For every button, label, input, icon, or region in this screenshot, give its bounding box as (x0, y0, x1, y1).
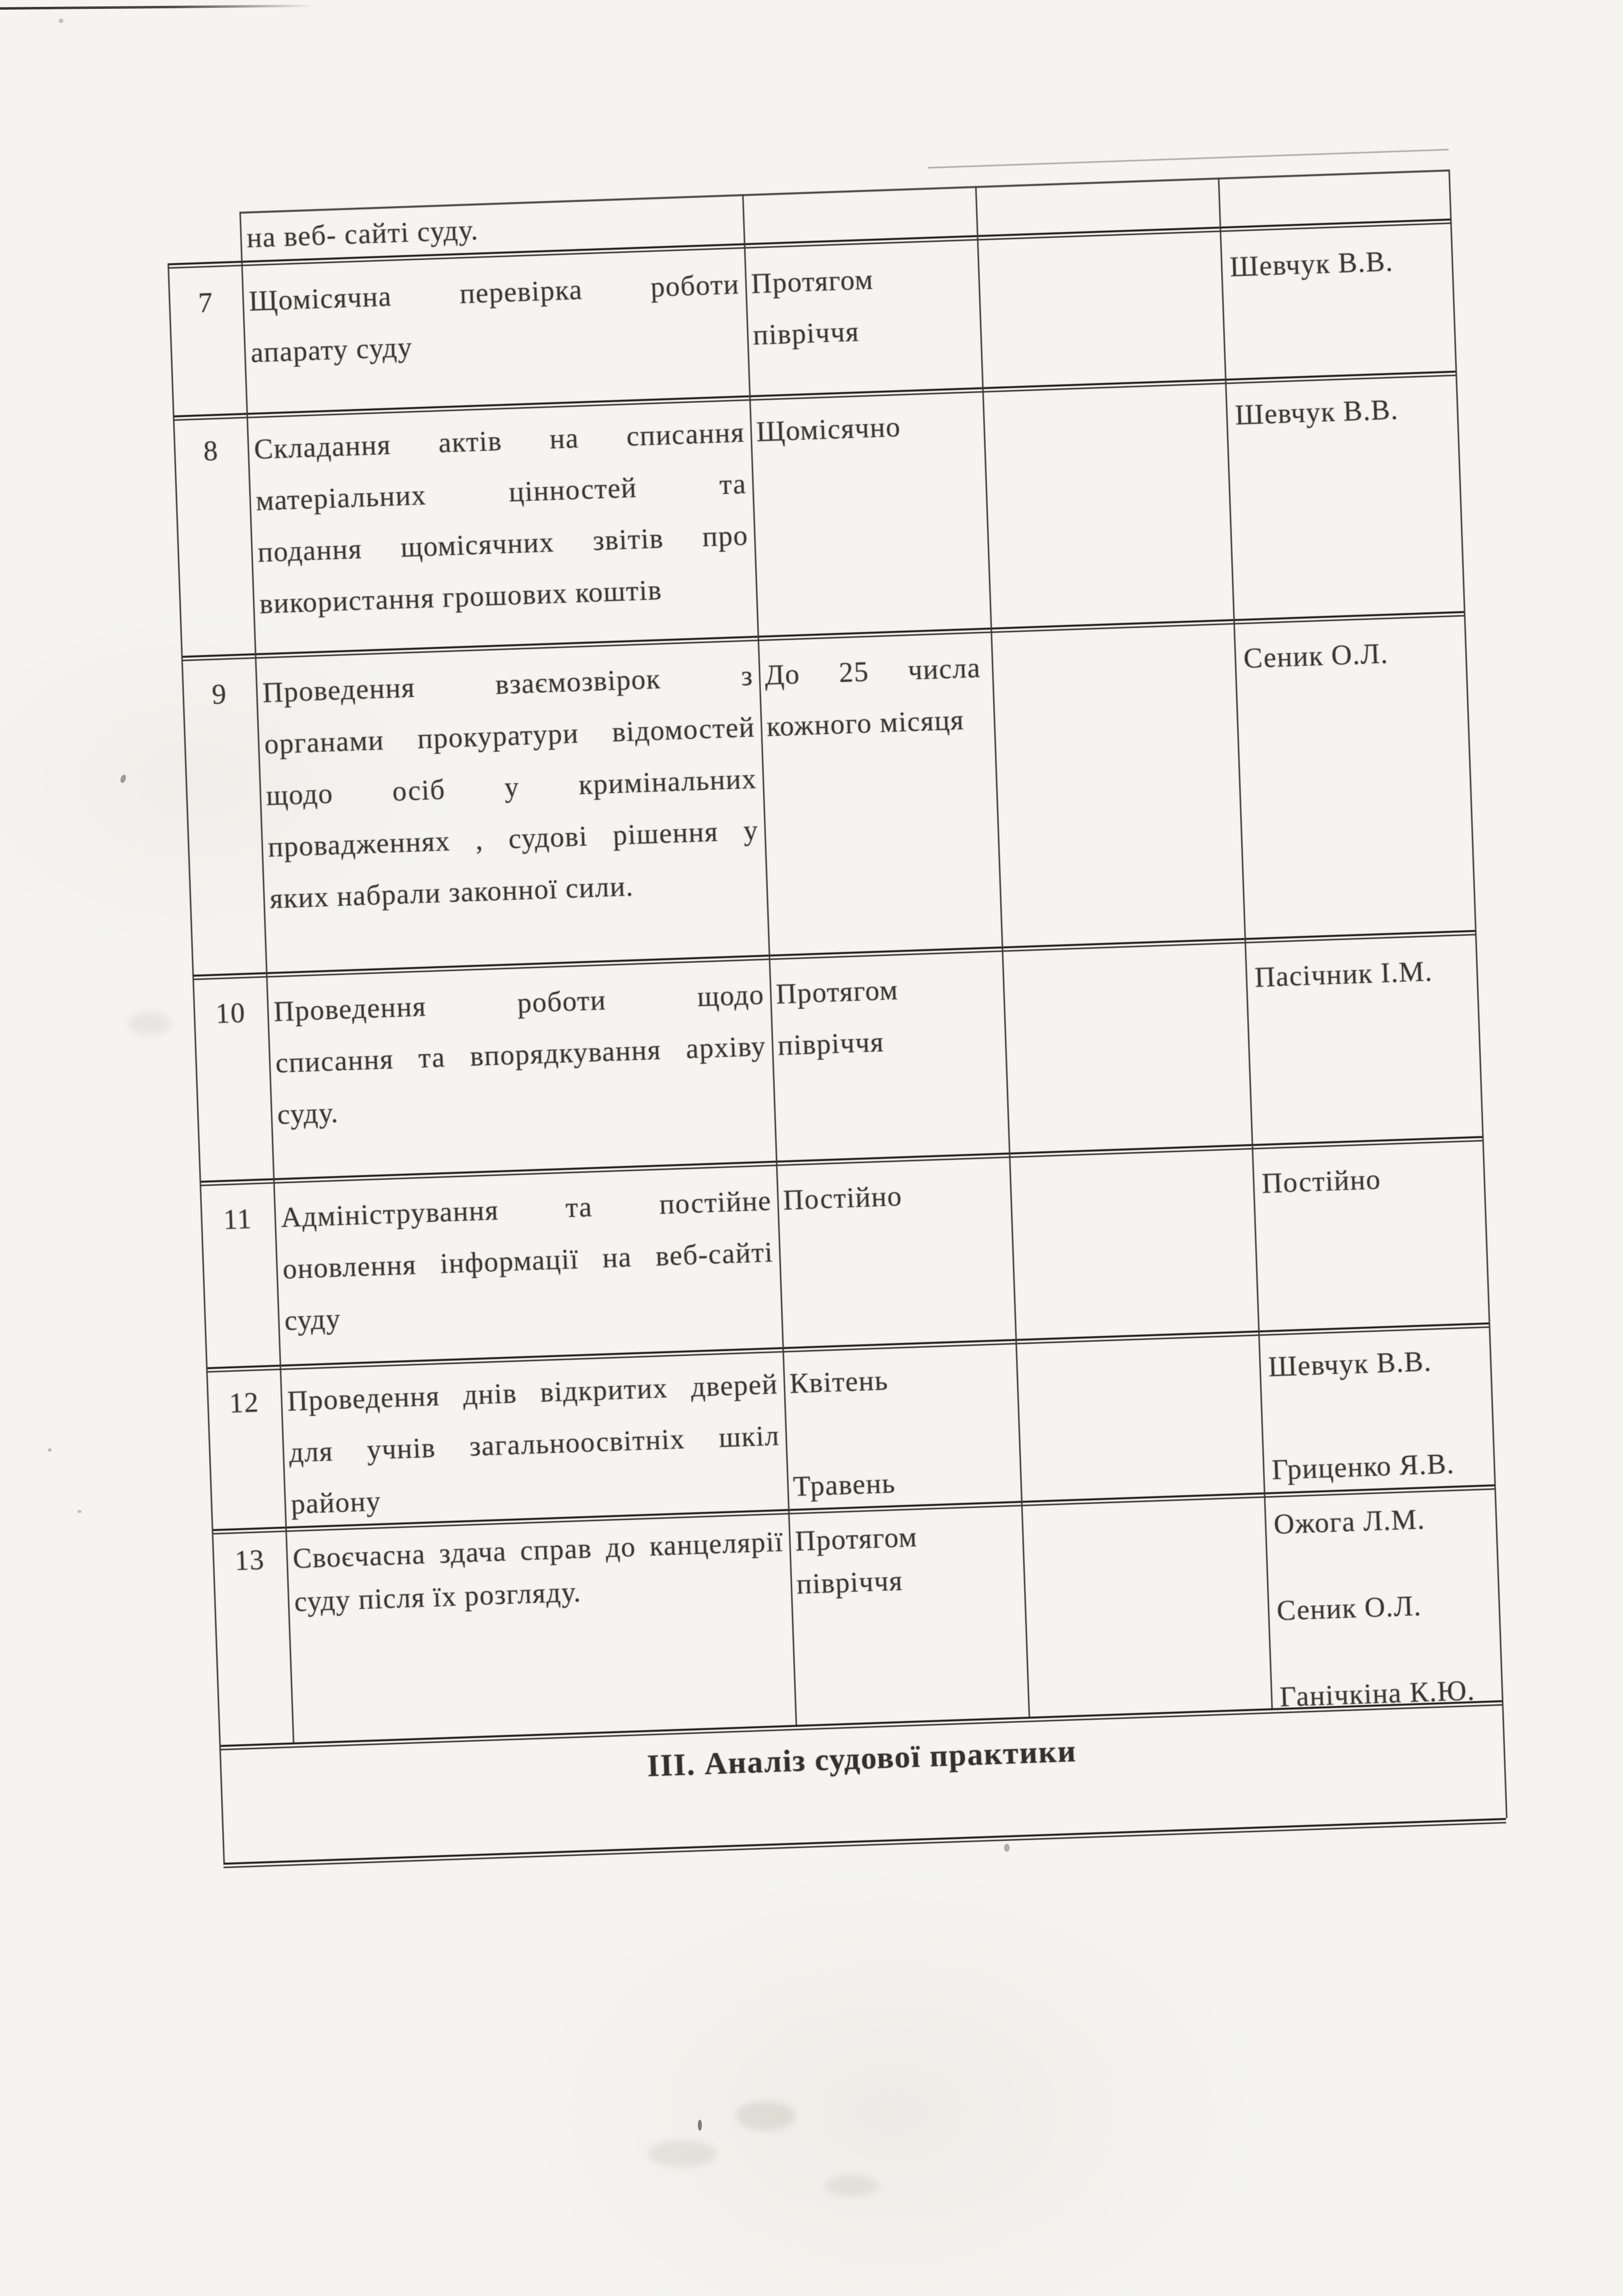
task-cell: Щомісячна перевірка роботи апарату суду (248, 268, 740, 369)
timeframe-cell: Протягом півріччя (775, 973, 899, 1062)
row-number (192, 972, 268, 1040)
row-number-text: 10 (215, 996, 246, 1029)
scan-speck (1004, 1844, 1010, 1852)
row-number-text: 7 (197, 286, 214, 319)
responsible-cell: Постійно (1261, 1163, 1382, 1199)
row-number-text: 9 (211, 677, 228, 710)
row-number (173, 413, 248, 478)
row-number-text: 8 (203, 434, 219, 467)
task-cell: Проведення днів відкритих дверей для учнів загальноосвітніх шкіл району (287, 1368, 780, 1520)
scan-smudge (736, 2101, 795, 2131)
task-cell: Складання актів на списання матеріальних цінностей та подання щомісячних звітів про використання грошових коштів (253, 416, 749, 620)
row-number-text: 13 (234, 1543, 266, 1577)
table-left-border (167, 263, 225, 1863)
task-cell: Проведення роботи щодо списання та впорядкування архіву суду. (273, 978, 767, 1131)
table-bottom-border (223, 1818, 1506, 1868)
row-number (212, 1527, 287, 1583)
timeframe-cell: Квітень Травень (789, 1364, 896, 1503)
scan-smudge (128, 1011, 172, 1036)
row-number-text: 11 (222, 1202, 253, 1236)
scan-speck (48, 1448, 52, 1452)
responsible-cell: Шевчук В.В. Гриценко Я.В. (1268, 1345, 1455, 1486)
scan-speck (78, 1510, 81, 1513)
timeframe-cell: Протягом півріччя (794, 1520, 918, 1600)
scan-artifact-line (928, 149, 1448, 168)
responsible-cell: Сеник О.Л. (1243, 637, 1389, 675)
responsible-cell: Шевчук В.В. (1229, 245, 1394, 283)
row-number (200, 1178, 276, 1246)
scan-speck (59, 19, 63, 23)
responsible-cell: Ожога Л.М. Сеник О.Л. Ганічкіна К.Ю. (1273, 1503, 1476, 1713)
scan-smudge (825, 2175, 878, 2197)
row-number (206, 1365, 282, 1430)
task-cell: Адміністрування та постійне оновлення інформації на веб-сайті суду (280, 1184, 774, 1337)
scan-smudge (648, 2140, 717, 2167)
scan-speck (698, 2120, 702, 2131)
timeframe-cell: Постійно (782, 1180, 903, 1216)
timeframe-cell: Щомісячно (755, 410, 902, 448)
timeframe-cell: До 25 числа кожного місяця (764, 651, 982, 743)
task-cell: Своєчасна здача справ до канцелярії суду після їх розгляду. (292, 1525, 784, 1618)
responsible-cell: Шевчук В.В. (1234, 393, 1399, 431)
timeframe-cell: Протягом півріччя (750, 263, 874, 351)
section-heading: ІІІ. Аналіз судової практики (646, 1733, 1077, 1783)
row-number (167, 261, 243, 329)
responsible-cell: Пасічник І.М. (1254, 955, 1434, 994)
row-number-text: 12 (228, 1386, 260, 1419)
continuation-task-cell: на веб- сайті суду. (246, 214, 479, 254)
task-cell: Проведення взаємозвірок з органами прокуратури відомостей щодо осіб у кримінальних провадженнях , судові рішення у яких набрали законної сили. (262, 659, 759, 915)
row-number (181, 653, 257, 721)
page-edge-artifact (0, 4, 314, 10)
